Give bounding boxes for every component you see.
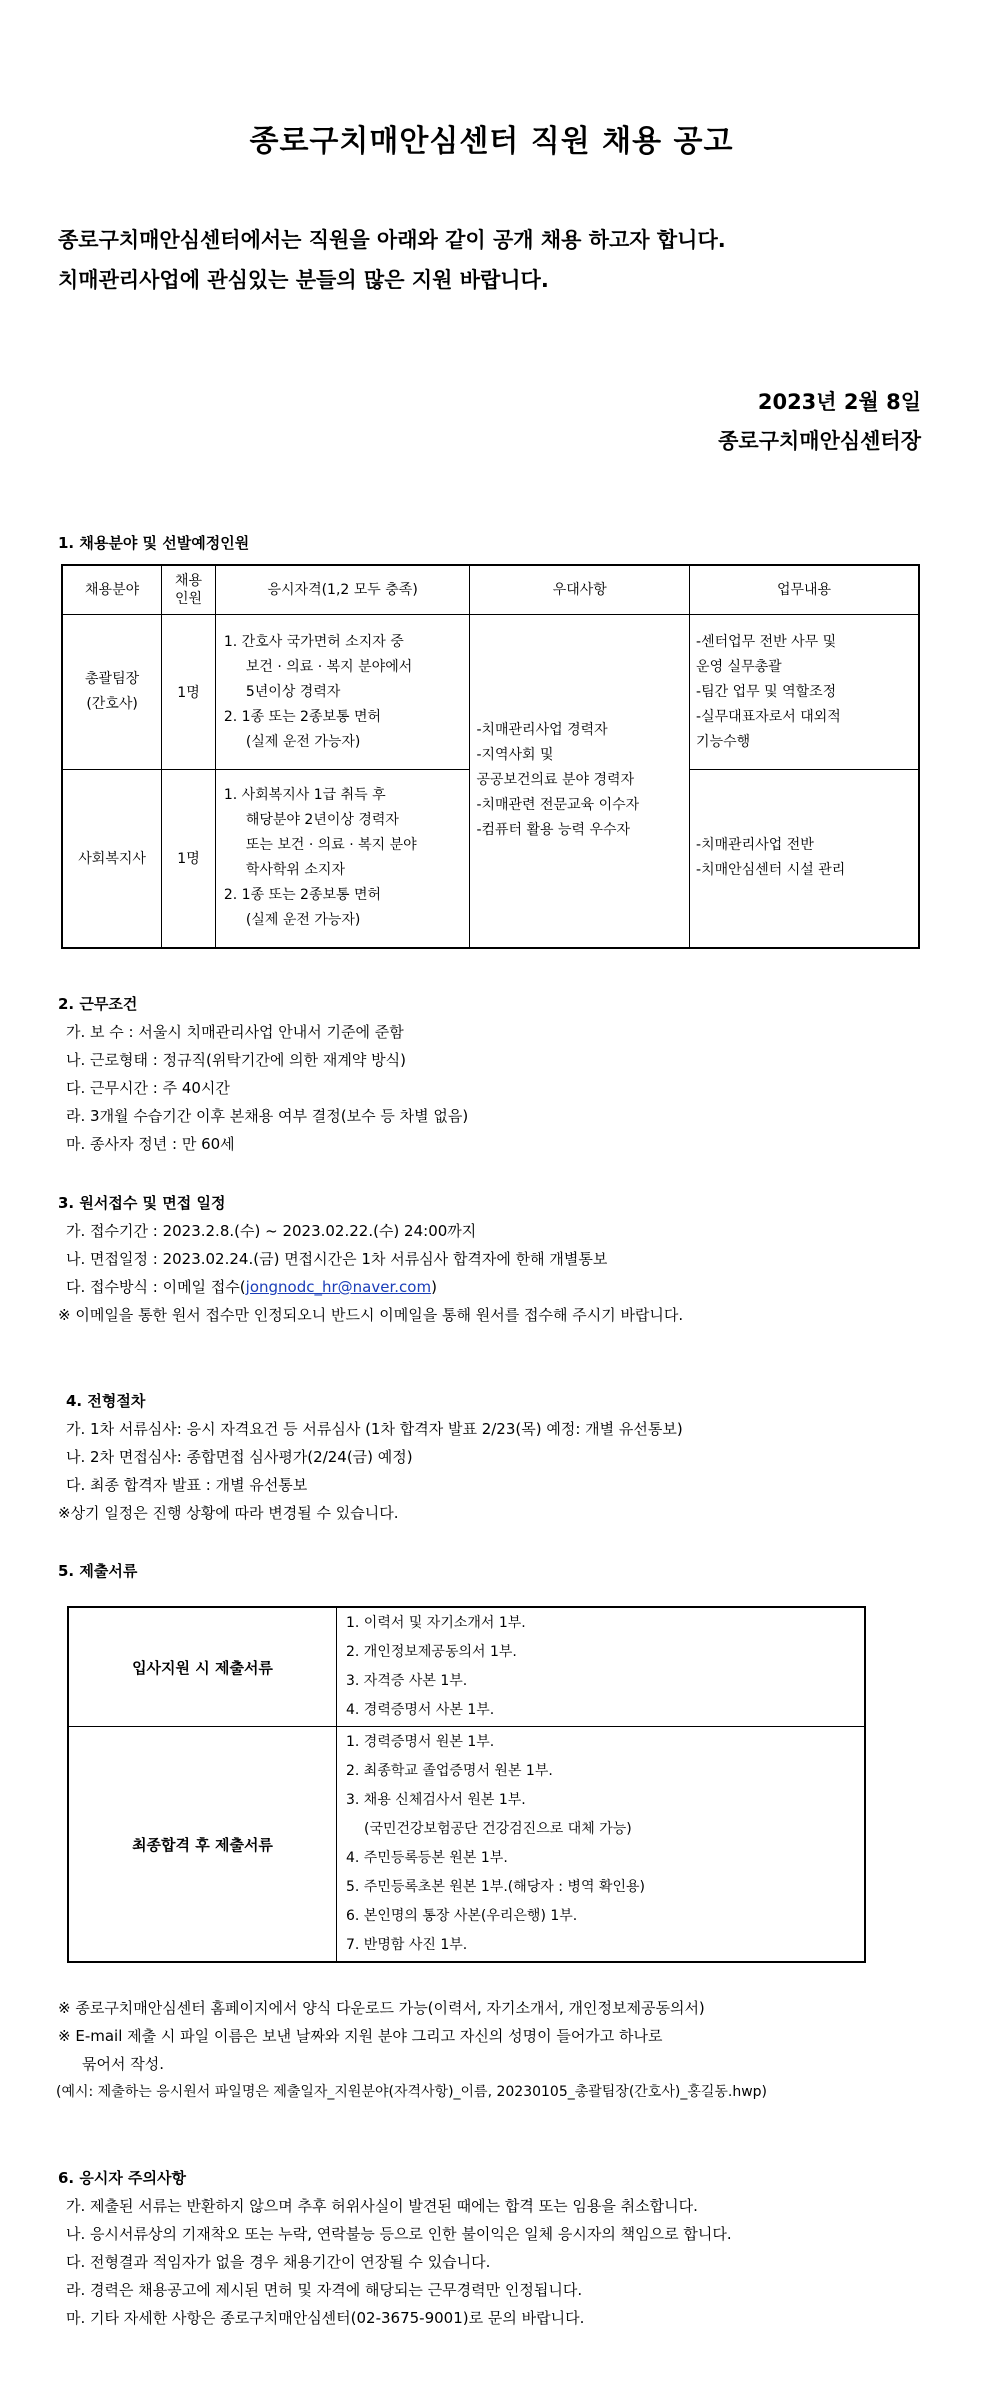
field-cell: 총괄팀장 (간호사)	[62, 615, 162, 770]
section-6-heading: 6. 응시자 주의사항	[58, 2169, 187, 2187]
intro-line-2: 치매관리사업에 관심있는 분들의 많은 지원 바랍니다.	[58, 268, 549, 292]
table-row	[68, 1727, 865, 1963]
section-2-heading: 2. 근무조건	[58, 995, 138, 1013]
caution-line: 가. 제출된 서류는 반환하지 않으며 추후 허위사실이 발견된 때에는 합격 또는 임용을 취소합니다.	[66, 2197, 698, 2215]
procedure-line: 다. 최종 합격자 발표 : 개별 유선통보	[66, 1476, 308, 1494]
caution-line: 다. 전형결과 적임자가 없을 경우 채용기간이 연장될 수 있습니다.	[66, 2253, 491, 2271]
signature: 종로구치매안심센터장	[718, 429, 921, 453]
email-link[interactable]: jongnodc_hr@naver.com	[245, 1278, 432, 1296]
apply-docs-list: 1. 이력서 및 자기소개서 1부. 2. 개인정보제공동의서 1부. 3. 자격증 사본 1부. 4. 경력증명서 사본 1부.	[337, 1607, 866, 1727]
preference-cell: -치매관리사업 경력자 -지역사회 및 공공보건의료 분야 경력자 -치매관련 전문교육 이수자 -컴퓨터 활용 능력 우수자	[470, 615, 690, 948]
work-condition-line: 가. 보 수 : 서울시 치매관리사업 안내서 기준에 준함	[66, 1023, 404, 1041]
duties-cell: -센터업무 전반 사무 및 운영 실무총괄 -팀간 업무 및 역할조정 -실무대표자로서 대외적 기능수행	[690, 615, 919, 770]
table-header-row	[62, 565, 919, 615]
qualification-cell: 1. 간호사 국가면허 소지자 중 보건 · 의료 · 복지 분야에서 5년이상 경력자 2. 1종 또는 2종보통 면허 (실제 운전 가능자)	[215, 615, 470, 770]
field-cell: 사회복지사	[62, 770, 162, 948]
qualification-cell: 1. 사회복지사 1급 취득 후 해당분야 2년이상 경력자 또는 보건 · 의료 · 복지 분야 학사학위 소지자 2. 1종 또는 2종보통 면허 (실제 운전 가능자)	[215, 770, 470, 948]
schedule-line: 나. 면접일정 : 2023.02.24.(금) 면접시간은 1차 서류심사 합격자에 한해 개별통보	[66, 1250, 608, 1268]
count-cell: 1명	[162, 770, 216, 948]
procedure-line: 나. 2차 면접심사: 종합면접 심사평가(2/24(금) 예정)	[66, 1448, 413, 1466]
final-docs-list: 1. 경력증명서 원본 1부. 2. 최종학교 졸업증명서 원본 1부. 3. 채용 신체검사서 원본 1부. (국민건강보험공단 건강검진으로 대체 가능) 4. 주민등록등본 원본 1부. 5. 주민등록초본 원본 1부.(해당자 : 병역 확인용) 6. 본인명의 통장 사본(우리은행) 1부. 7. 반명함 사진 1부.	[337, 1727, 866, 1963]
header-qualification: 응시자격(1,2 모두 충족)	[215, 565, 470, 615]
documents-note: ※ E-mail 제출 시 파일 이름은 보낸 날짜와 지원 분야 그리고 자신의 성명이 들어가고 하나로	[58, 2027, 663, 2045]
documents-note: ※ 종로구치매안심센터 홈페이지에서 양식 다운로드 가능(이력서, 자기소개서, 개인정보제공동의서)	[58, 1999, 705, 2017]
schedule-note: ※ 이메일을 통한 원서 접수만 인정되오니 반드시 이메일을 통해 원서를 접수해 주시기 바랍니다.	[58, 1306, 684, 1324]
section-3-heading: 3. 원서접수 및 면접 일정	[58, 1194, 226, 1212]
caution-line: 마. 기타 자세한 사항은 종로구치매안심센터(02-3675-9001)로 문의 바랍니다.	[66, 2309, 585, 2327]
documents-table	[67, 1606, 866, 1963]
apply-docs-label: 입사지원 시 제출서류	[68, 1607, 337, 1727]
table-row	[62, 615, 919, 770]
page-title: 종로구치매안심센터 직원 채용 공고	[249, 124, 734, 159]
documents-example: (예시: 제출하는 응시원서 파일명은 제출일자_지원분야(자격사항)_이름, 20230105_총괄팀장(간호사)_홍길동.hwp)	[56, 2084, 768, 2100]
work-condition-line: 라. 3개월 수습기간 이후 본채용 여부 결정(보수 등 차별 없음)	[66, 1107, 469, 1125]
schedule-line: 다. 접수방식 : 이메일 접수(jongnodc_hr@naver.com)	[66, 1278, 437, 1296]
documents-note: 묶어서 작성.	[82, 2055, 164, 2073]
caution-line: 나. 응시서류상의 기재착오 또는 누락, 연락불능 등으로 인한 불이익은 일체 응시자의 책임으로 합니다.	[66, 2225, 732, 2243]
header-preference: 우대사항	[470, 565, 690, 615]
header-count: 채용 인원	[162, 565, 216, 615]
work-condition-line: 다. 근무시간 : 주 40시간	[66, 1079, 230, 1097]
header-field: 채용분야	[62, 565, 162, 615]
procedure-note: ※상기 일정은 진행 상황에 따라 변경될 수 있습니다.	[58, 1504, 399, 1522]
work-condition-line: 마. 종사자 정년 : 만 60세	[66, 1135, 235, 1153]
table-row	[68, 1607, 865, 1727]
header-duties: 업무내용	[690, 565, 919, 615]
section-1-heading: 1. 채용분야 및 선발예정인원	[58, 534, 250, 552]
procedure-line: 가. 1차 서류심사: 응시 자격요건 등 서류심사 (1차 합격자 발표 2/23(목) 예정: 개별 유선통보)	[66, 1420, 683, 1438]
section-4-heading: 4. 전형절차	[66, 1392, 146, 1410]
schedule-line: 가. 접수기간 : 2023.2.8.(수) ~ 2023.02.22.(수) 24:00까지	[66, 1222, 477, 1240]
section-5-heading: 5. 제출서류	[58, 1562, 138, 1580]
work-condition-line: 나. 근로형태 : 정규직(위탁기간에 의한 재계약 방식)	[66, 1051, 406, 1069]
final-docs-label: 최종합격 후 제출서류	[68, 1727, 337, 1963]
intro-line-1: 종로구치매안심센터에서는 직원을 아래와 같이 공개 채용 하고자 합니다.	[58, 228, 726, 252]
recruitment-table	[61, 564, 920, 949]
duties-cell: -치매관리사업 전반 -치매안심센터 시설 관리	[690, 770, 919, 948]
count-cell: 1명	[162, 615, 216, 770]
announcement-date: 2023년 2월 8일	[757, 390, 921, 414]
caution-line: 라. 경력은 채용공고에 제시된 면허 및 자격에 해당되는 근무경력만 인정됩니다.	[66, 2281, 583, 2299]
